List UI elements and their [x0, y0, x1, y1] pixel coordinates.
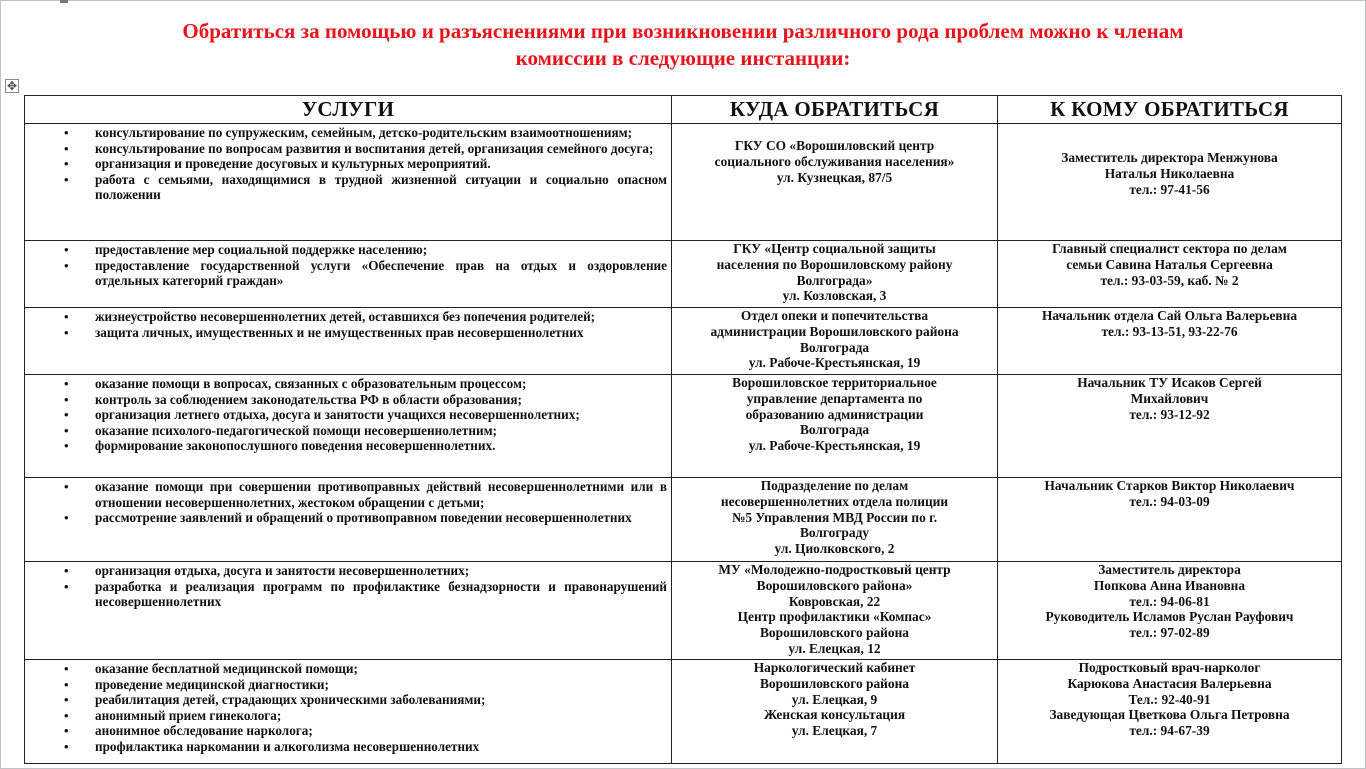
whom-cell	[998, 562, 1342, 660]
where-line: образованию администрации	[745, 406, 924, 422]
service-item: • рассмотрение заявлений и обращений о противоправном поведении несовершеннолетних	[95, 510, 667, 526]
whom-line: тел.: 94-06-81	[1129, 593, 1210, 609]
table-row	[25, 308, 1342, 375]
table-header-row	[25, 96, 1342, 124]
whom-line: тел.: 93-03-59, каб. № 2	[1100, 272, 1239, 288]
whom-cell	[998, 660, 1342, 764]
where-line: Волгограда	[799, 422, 870, 438]
whom-cell	[998, 241, 1342, 308]
where-line: несовершеннолетних отдела полиции	[720, 493, 949, 509]
where-line: Волгограда	[799, 339, 870, 355]
where-cell	[672, 660, 998, 764]
table-row	[25, 375, 1342, 478]
where-line: Ворошиловское территориальное	[732, 375, 937, 390]
where-line: ул. Елецкая, 7	[791, 723, 878, 739]
whom-line: Карюкова Анастасия Валерьевна	[1067, 675, 1272, 691]
whom-line: Главный специалист сектора по делам	[1052, 241, 1287, 256]
services-cell	[25, 375, 672, 478]
service-item: • реабилитация детей, страдающих хроническими заболеваниями;	[95, 692, 667, 708]
header-where: КУДА ОБРАТИТЬСЯ	[672, 96, 998, 124]
whom-line: тел.: 97-41-56	[1129, 181, 1210, 197]
table-move-handle-icon[interactable]: ✥	[6, 79, 18, 93]
service-item: • разработка и реализация программ по профилактике безнадзорности и правонарушений несовершеннолетних	[95, 579, 667, 610]
where-line: ул. Козловская, 3	[782, 288, 887, 304]
header-whom: К КОМУ ОБРАТИТЬСЯ	[998, 96, 1342, 124]
service-item: • профилактика наркомании и алкоголизма несовершеннолетних	[95, 739, 667, 755]
whom-cell	[998, 478, 1342, 562]
where-line: №5 Управления МВД России по г.	[731, 509, 938, 525]
where-line: Волгограда»	[796, 272, 873, 288]
whom-line: Начальник отдела Сай Ольга Валерьевна	[1041, 308, 1298, 323]
where-line: администрации Ворошиловского района	[710, 323, 959, 339]
table-row	[25, 241, 1342, 308]
services-list	[25, 478, 671, 526]
where-line: ул. Рабоче-Крестьянская, 19	[748, 438, 921, 454]
services-list	[25, 660, 671, 755]
service-item: • организация отдыха, досуга и занятости несовершеннолетних;	[95, 563, 667, 579]
where-line: МУ «Молодежно-подростковый центр	[718, 562, 951, 577]
service-item: • оказание помощи в вопросах, связанных с образовательным процессом;	[95, 376, 667, 392]
where-line: Центр профилактики «Компас»	[737, 609, 932, 625]
header-services: УСЛУГИ	[25, 96, 672, 124]
service-item: • анонимный прием гинеколога;	[95, 708, 667, 724]
services-cell	[25, 308, 672, 375]
whom-line: Подростковый врач-нарколог	[1078, 660, 1261, 675]
where-line: ГКУ СО «Ворошиловский центр	[734, 138, 935, 153]
heading-line-2: комиссии в следующие инстанции:	[515, 46, 851, 70]
service-item: • проведение медицинской диагностики;	[95, 677, 667, 693]
where-cell	[672, 124, 998, 241]
where-line: Ворошиловского района	[760, 675, 909, 691]
where-line: ул. Кузнецкая, 87/5	[776, 169, 893, 185]
where-cell	[672, 375, 998, 478]
where-line: Подразделение по делам	[760, 478, 909, 493]
where-line: ул. Рабоче-Крестьянская, 19	[748, 355, 921, 371]
services-list	[25, 124, 671, 203]
services-cell	[25, 478, 672, 562]
table-row	[25, 562, 1342, 660]
where-cell	[672, 308, 998, 375]
service-item: • консультирование по вопросам развития и воспитания детей, организация семейного досуга;	[95, 141, 667, 157]
service-item: • защита личных, имущественных и не имущественных прав несовершеннолетних	[95, 325, 667, 341]
where-line: ул. Елецкая, 9	[791, 691, 878, 707]
service-item: • предоставление государственной услуги «Обеспечение прав на отдых и оздоровление отдельных категорий граждан»	[95, 258, 667, 289]
service-item: • консультирование по супружеским, семейным, детско-родительским взаимоотношениям;	[95, 125, 667, 141]
whom-line: тел.: 94-03-09	[1129, 493, 1210, 509]
services-cell	[25, 124, 672, 241]
service-item: • работа с семьями, находящимися в трудной жизненной ситуации и социально опасном положении	[95, 172, 667, 203]
whom-cell	[998, 375, 1342, 478]
whom-line: Тел.: 92-40-91	[1128, 691, 1211, 707]
service-item: • оказание помощи при совершении противоправных действий несовершеннолетними или в отношении несовершеннолетних, жестоком обращении с детьми;	[95, 479, 667, 510]
whom-line: тел.: 94-67-39	[1129, 723, 1210, 739]
where-line: ул. Циолковского, 2	[774, 541, 895, 557]
where-cell	[672, 562, 998, 660]
service-item: • предоставление мер социальной поддержке населению;	[95, 242, 667, 258]
whom-line: Заместитель директора	[1098, 562, 1241, 577]
where-line: Наркологический кабинет	[753, 660, 916, 675]
where-cell	[672, 478, 998, 562]
whom-line: семьи Савина Наталья Сергеевна	[1066, 256, 1273, 272]
whom-line: Заведующая Цветкова Ольга Петровна	[1049, 707, 1290, 723]
services-list	[25, 562, 671, 610]
services-cell	[25, 241, 672, 308]
where-line: ул. Елецкая, 12	[788, 640, 881, 656]
whom-line: тел.: 93-12-92	[1129, 406, 1210, 422]
whom-line: Заместитель директора Менжунова	[1061, 150, 1278, 165]
where-line: Ковровская, 22	[788, 593, 881, 609]
whom-line: Начальник Старков Виктор Николаевич	[1044, 478, 1295, 493]
whom-line: Наталья Николаевна	[1104, 165, 1235, 181]
whom-line: тел.: 97-02-89	[1129, 625, 1210, 641]
where-line: Женская консультация	[763, 707, 906, 723]
service-item: • формирование законопослушного поведения несовершеннолетних.	[95, 438, 667, 454]
whom-line: тел.: 93-13-51, 93-22-76	[1101, 323, 1238, 339]
where-line: Волгограду	[799, 525, 870, 541]
whom-line: Михайлович	[1130, 390, 1209, 406]
services-cell	[25, 562, 672, 660]
whom-line: Руководитель Исламов Руслан Рауфович	[1045, 609, 1294, 625]
service-item: • оказание психолого-педагогической помощи несовершеннолетним;	[95, 423, 667, 439]
services-cell	[25, 660, 672, 764]
where-line: Ворошиловского района	[760, 625, 909, 641]
ruler-marker	[60, 0, 68, 3]
where-line: Ворошиловского района»	[756, 577, 913, 593]
where-line: ГКУ «Центр социальной защиты	[733, 241, 936, 256]
where-cell	[672, 241, 998, 308]
where-line: социального обслуживания населения»	[714, 153, 955, 169]
service-item: • организация летнего отдыха, досуга и занятости учащихся несовершеннолетних;	[95, 407, 667, 423]
table-row	[25, 660, 1342, 764]
contacts-table	[24, 95, 1342, 764]
whom-cell	[998, 124, 1342, 241]
heading-line-1: Обратиться за помощью и разъяснениями при возникновении различного рода проблем можно к членам	[182, 19, 1184, 43]
where-line: управление департамента по	[746, 390, 923, 406]
whom-cell	[998, 308, 1342, 375]
whom-line: Начальник ТУ Исаков Сергей	[1077, 375, 1262, 390]
services-list	[25, 375, 671, 454]
table-row	[25, 124, 1342, 241]
whom-line: Попкова Анна Ивановна	[1093, 577, 1246, 593]
table-row	[25, 478, 1342, 562]
service-item: • жизнеустройство несовершеннолетних детей, оставшихся без попечения родителей;	[95, 309, 667, 325]
services-list	[25, 308, 671, 340]
where-line: населения по Ворошиловскому району	[716, 256, 953, 272]
service-item: • контроль за соблюдением законодательства РФ в области образования;	[95, 392, 667, 408]
services-list	[25, 241, 671, 289]
page-heading	[20, 18, 1346, 72]
service-item: • анонимное обследование нарколога;	[95, 723, 667, 739]
service-item: • оказание бесплатной медицинской помощи;	[95, 661, 667, 677]
service-item: • организация и проведение досуговых и культурных мероприятий.	[95, 156, 667, 172]
where-line: Отдел опеки и попечительства	[740, 308, 929, 323]
